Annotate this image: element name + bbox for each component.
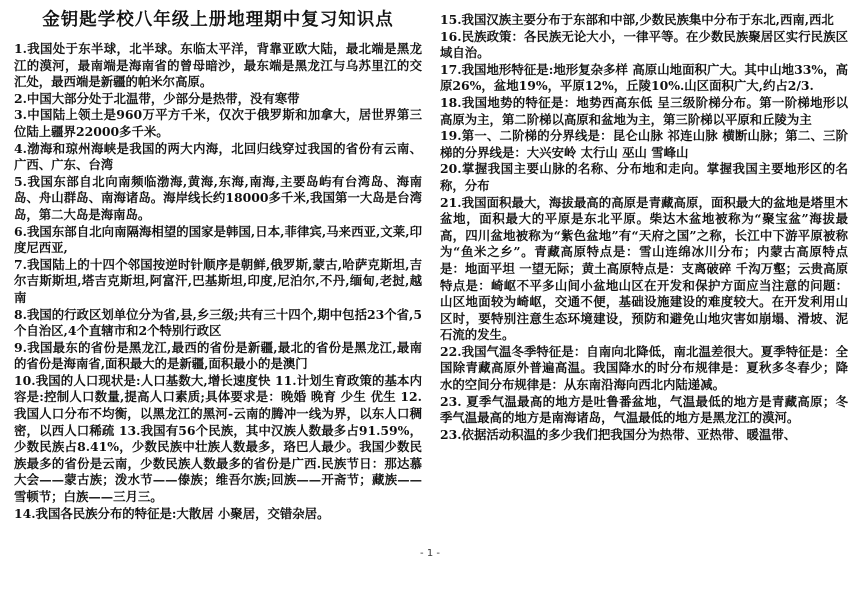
paragraph-16: 16.民族政策：各民族无论大小，一律平等。在少数民族聚居区实行民族区域自治。 (440, 28, 848, 61)
paragraph-22: 22.我国气温冬季特征是：自南向北降低，南北温差很大。夏季特征是：全国除青藏高原外普遍高温。我国降水的时分布规律是：夏秋多冬春少；降水的空间分布规律是：从东南沿海向西北内陆递减。 (440, 343, 848, 393)
paragraph-10: 10.我国的人口现状是:人口基数大,增长速度快 11.计划生育政策的基本内容是:控制人口数量,提高人口素质;具体要求是：晚婚 晚育 少生 优生 12.我国人口分布不均衡，以黑龙江的黑河-云南的腾冲一线为界，以东人口稠密，以西人口稀疏 13.我国有56个民族，其中汉族人数最多占91.59%，少数民族占8.41%，少数民族中壮族人数最多，珞巴人最少。我国少数民族最多的省份是云南，少数民族人数最多的省份是广西.民族节日：那达慕大会——蒙古族；泼水节——傣族；维吾尔族;回族——开斋节；藏族——雪顿节；白族——三月三。 (14, 372, 422, 505)
paragraph-17: 17.我国地形特征是:地形复杂多样 高原山地面积广大。其中山地33%，高原26%，盆地19%，平原12%，丘陵10%.山区面积广大,约占2/3. (440, 61, 848, 94)
paragraph-5: 5.我国东部自北向南频临渤海,黄海,东海,南海,主要岛屿有台湾岛、海南岛、舟山群岛、南海诸岛。海岸线长约18000多千米,我国第一大岛是台湾岛，第二大岛是海南岛。 (14, 173, 422, 222)
paragraph-4: 4.渤海和琼州海峡是我国的两大内海，北回归线穿过我国的省份有云南、广西、广东、台湾 (14, 140, 422, 173)
paragraph-23b: 23.依据活动积温的多少我们把我国分为热带、亚热带、暖温带、 (440, 426, 797, 442)
left-column (14, 8, 422, 522)
paragraph-14: 14.我国各民族分布的特征是:大散居 小聚居，交错杂居。 (14, 505, 330, 521)
paragraph-21: 21.我国面积最大，海拔最高的高原是青藏高原，面积最大的盆地是塔里木盆地，面积最大的平原是东北平原。柴达木盆地被称为“聚宝盆”海拔最高，四川盆地被称为“紫色盆地”有“天府之国”之称，长江中下游平原被称为“鱼米之乡”。青藏高原特点是：雪山连绵冰川分布；内蒙古高原特点是：地面平坦 一望无际；黄土高原特点是：支离破碎 千沟万壑；云贵高原特点是：崎岖不平多山间小盆地山区在开发和保护方面应当注意的问题：山区地面较为崎岖，交通不便，基础设施建设的难度较大。在开发利用山区时，要特别注意生态环境建设，预防和避免山地灾害如崩塌、滑坡、泥石流的发生。 (440, 194, 848, 343)
paragraph-19: 19.第一、二阶梯的分界线是：昆仑山脉 祁连山脉 横断山脉；第二、三阶梯的分界线是：大兴安岭 太行山 巫山 雪峰山 (440, 128, 848, 160)
page-number: - 1 - (420, 548, 440, 559)
paragraph-9: 9.我国最东的省份是黑龙江,最西的省份是新疆,最北的省份是黑龙江,最南的省份是海南省,面积最大的是新疆,面积最小的是澳门 (14, 339, 422, 372)
paragraph-7: 7.我国陆上的十四个邻国按逆时针顺序是朝鲜,俄罗斯,蒙古,哈萨克斯坦,吉尔吉斯斯坦,塔吉克斯坦,阿富汗,巴基斯坦,印度,尼泊尔,不丹,缅甸,老挝,越南 (14, 256, 422, 305)
paragraph-23a: 23. 夏季气温最高的地方是吐鲁番盆地，气温最低的地方是青藏高原；冬季气温最高的地方是南海诸岛，气温最低的地方是黑龙江的漠河。 (440, 393, 848, 426)
paragraph-20: 20.掌握我国主要山脉的名称、分布地和走向。掌握我国主要地形区的名称，分布 (440, 161, 848, 193)
paragraph-2: 2.中国大部分处于北温带，少部分是热带，没有寒带 (14, 90, 300, 106)
paragraph-18: 18.我国地势的特征是：地势西高东低 呈三级阶梯分布。第一阶梯地形以高原为主，第二阶梯以高原和盆地为主，第三阶梯以平原和丘陵为主 (440, 94, 848, 127)
paragraph-1: 1.我国处于东半球，北半球。东临太平洋，背靠亚欧大陆，最北端是黑龙江的漠河，最南端是海南省的曾母暗沙，最东端是黑龙江与乌苏里江的交汇处，最西端是新疆的帕米尔高原。 (14, 41, 422, 90)
paragraph-8: 8.我国的行政区划单位分为省,县,乡三级;共有三十四个,期中包括23个省,5个自治区,4个直辖市和2个特别行政区 (14, 306, 422, 339)
paragraph-3: 3.中国陆上领土是960万平方千米，仅次于俄罗斯和加拿大，居世界第三位陆上疆界22000多千米。 (14, 107, 422, 139)
paragraph-15: 15.我国汉族主要分布于东部和中部,少数民族集中分布于东北,西南,西北 (440, 12, 834, 27)
right-column (440, 12, 848, 443)
document-title: 金钥匙学校八年级上册地理期中复习知识点 (42, 10, 394, 30)
paragraph-6: 6.我国东部自北向南隔海相望的国家是韩国,日本,菲律宾,马来西亚,文莱,印度尼西亚, (14, 223, 422, 256)
